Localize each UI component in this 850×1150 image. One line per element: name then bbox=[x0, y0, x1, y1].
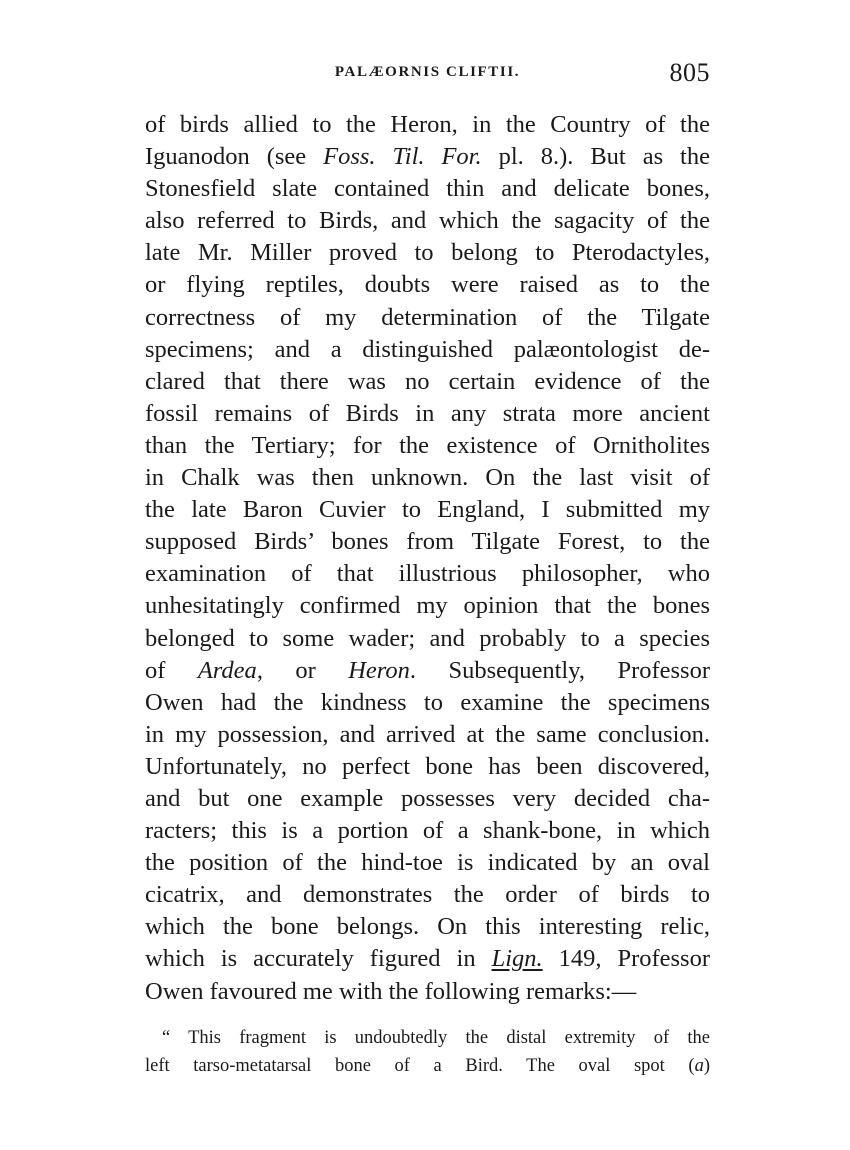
quoted-passage bbox=[145, 1024, 710, 1080]
italic-text: Heron bbox=[348, 656, 410, 684]
body-text-line: examination of that illustrious philosopher, who bbox=[145, 560, 710, 588]
body-text-line: in my possession, and arrived at the same conclusion. bbox=[145, 720, 710, 748]
body-text-line: late Mr. Miller proved to belong to Pterodactyles, bbox=[145, 239, 710, 267]
body-text-line: which the bone belongs. On this interesting relic, bbox=[145, 913, 710, 941]
body-text-line: the position of the hind-toe is indicated by an oval bbox=[145, 849, 710, 877]
body-text-line: unhesitatingly confirmed my opinion that the bones bbox=[145, 592, 710, 620]
quote-line: “ This fragment is undoubtedly the distal extremity of the bbox=[162, 1028, 710, 1048]
body-text-line: Stonesfield slate contained thin and delicate bones, bbox=[145, 175, 710, 203]
italic-text: a bbox=[694, 1056, 704, 1076]
quote-line: left tarso-metatarsal bone of a Bird. The oval spot (a) bbox=[145, 1056, 710, 1076]
body-text-line: Owen favoured me with the following remarks:— bbox=[145, 977, 637, 1005]
body-text-line: belonged to some wader; and probably to a species bbox=[145, 624, 710, 652]
body-text-line: of Ardea, or Heron. Subsequently, Professor bbox=[145, 656, 710, 684]
body-text-line: the late Baron Cuvier to England, I submitted my bbox=[145, 496, 710, 524]
body-text-line: clared that there was no certain evidence of the bbox=[145, 367, 710, 395]
running-title: PALÆORNIS CLIFTII. bbox=[334, 64, 521, 80]
running-head bbox=[145, 58, 710, 90]
body-text-line: supposed Birds’ bones from Tilgate Forest, to the bbox=[145, 528, 710, 556]
italic-text: Foss. Til. For. bbox=[323, 143, 482, 171]
body-text-line: which is accurately figured in Lign. 149, Professor bbox=[145, 945, 711, 973]
body-text-line: racters; this is a portion of a shank-bone, in which bbox=[145, 817, 710, 845]
body-text-line: Unfortunately, no perfect bone has been discovered, bbox=[145, 752, 710, 780]
body-text-line: specimens; and a distinguished palæontologist de- bbox=[145, 335, 710, 363]
body-text-line: fossil remains of Birds in any strata more ancient bbox=[145, 399, 710, 427]
body-text-line: and but one example possesses very decided cha- bbox=[145, 784, 710, 812]
body-text-line: cicatrix, and demonstrates the order of birds to bbox=[145, 881, 710, 909]
body-text bbox=[145, 109, 710, 1008]
italic-text: Ardea bbox=[197, 656, 257, 684]
body-text-line: Owen had the kindness to examine the specimens bbox=[145, 688, 710, 716]
page-number: 805 bbox=[669, 58, 710, 87]
body-text-line: also referred to Birds, and which the sagacity of the bbox=[145, 207, 710, 235]
body-text-line: correctness of my determination of the Tilgate bbox=[145, 303, 710, 331]
underlined-italic-text: Lign. bbox=[491, 945, 543, 973]
body-text-line: or flying reptiles, doubts were raised as to the bbox=[145, 271, 710, 299]
body-text-line: of birds allied to the Heron, in the Country of the bbox=[145, 111, 710, 138]
body-text-line: than the Tertiary; for the existence of Ornitholites bbox=[145, 431, 710, 459]
body-text-line: in Chalk was then unknown. On the last visit of bbox=[145, 464, 710, 492]
body-text-line: Iguanodon (see Foss. Til. For. pl. 8.). But as the bbox=[145, 143, 710, 171]
